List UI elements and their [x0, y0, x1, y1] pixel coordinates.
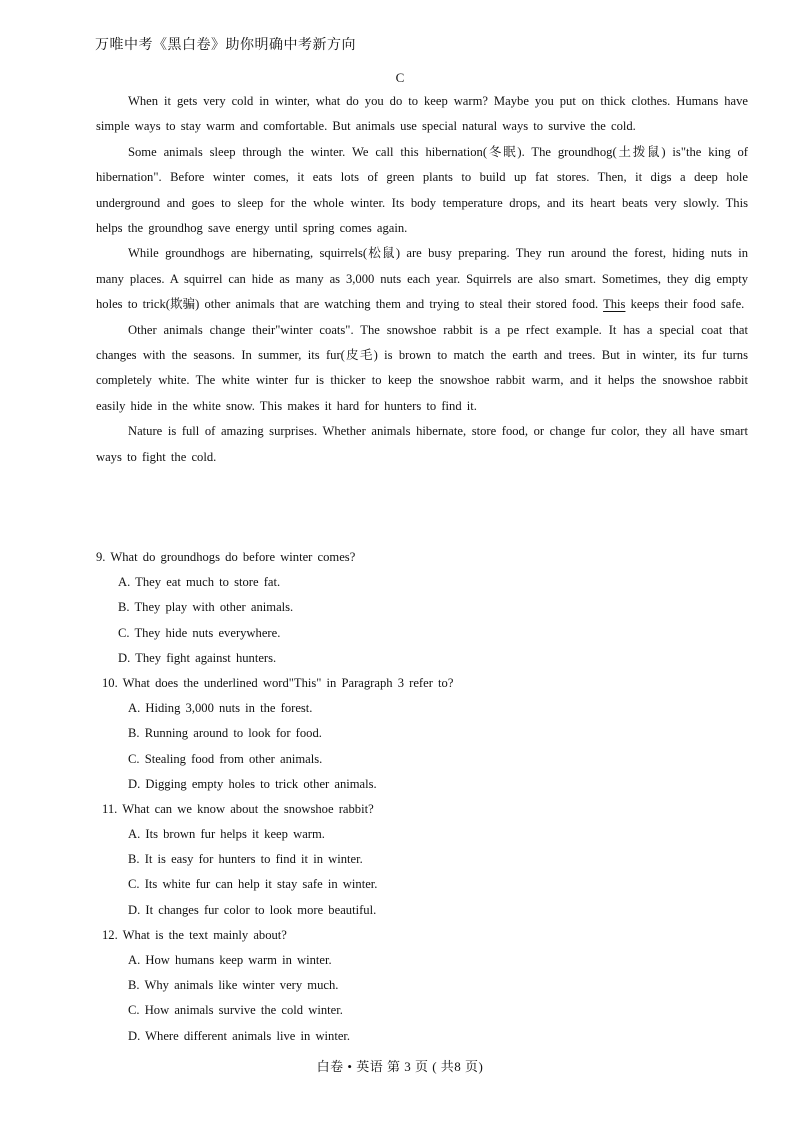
section-letter: C: [395, 70, 405, 85]
question-10-option-b: B. Running around to look for food.: [128, 726, 322, 741]
page-header: 万唯中考《黑白卷》助你明确中考新方向: [95, 38, 356, 53]
question-9-option-d: D. They fight against hunters.: [118, 650, 277, 665]
paragraph-3: [96, 241, 748, 317]
question-12-stem: 12. What is the text mainly about?: [102, 927, 287, 942]
question-10-option-d: D. Digging empty holes to trick other animals.: [128, 776, 377, 791]
reading-passage: [96, 89, 748, 470]
question-12-option-c: C. How animals survive the cold winter.: [128, 1003, 343, 1018]
underlined-word: This: [603, 297, 626, 312]
page-footer: 白卷 • 英语 第 3 页 ( 共8 页): [316, 1059, 484, 1074]
question-11-option-d: D. It changes fur color to look more beautiful.: [128, 902, 377, 917]
paragraph-3-text-after: keeps their food safe.: [630, 297, 745, 312]
question-12-option-d: D. Where different animals live in winter.: [128, 1028, 351, 1043]
question-12-option-a: A. How humans keep warm in winter.: [128, 953, 332, 967]
paragraph-1: When it gets very cold in winter, what do you do to keep warm? Maybe you put on thick clothes. Humans have simple ways to stay warm and comfortable. But animals use special natural ways to survive the cold.: [96, 94, 748, 134]
paragraph-5: Nature is full of amazing surprises. Whether animals hibernate, store food, or change fur color, they all have smart ways to fight the cold.: [96, 424, 748, 464]
question-10-option-c: C. Stealing food from other animals.: [128, 751, 323, 766]
question-9-stem: 9. What do groundhogs do before winter comes?: [96, 550, 356, 564]
question-list: [96, 545, 748, 1049]
question-11-option-c: C. Its white fur can help it stay safe in winter.: [128, 877, 378, 892]
question-11-stem: 11. What can we know about the snowshoe rabbit?: [102, 801, 374, 816]
paragraph-2: Some animals sleep through the winter. We call this hibernation(冬眠). The groundhog(土拨鼠) is"the king of hibernation". Before winter comes, it eats lots of green plants to build up fat stores. Then, it digs a deep hole underground and goes to sleep for the whole winter. Its body temperature drops, and its heart beats very slowly. This helps the groundhog save energy until spring comes again.: [96, 144, 748, 236]
question-12-option-b: B. Why animals like winter very much.: [128, 978, 339, 993]
paragraph-3-text-before: While groundhogs are hibernating, squirrels(松鼠) are busy preparing. They run around the forest, hiding nuts in many places. A squirrel can hide as many as 3,000 nuts each year. Squirrels are also smart. Sometimes, they dig empty holes to trick(欺骗) other animals that are watching them and trying to steal their stored food.: [96, 246, 748, 312]
question-9-option-a: A. They eat much to store fat.: [118, 575, 281, 590]
question-9-option-c: C. They hide nuts everywhere.: [118, 625, 281, 640]
question-11-option-b: B. It is easy for hunters to find it in winter.: [128, 852, 363, 867]
question-10-option-a: A. Hiding 3,000 nuts in the forest.: [128, 701, 313, 716]
question-9-option-b: B. They play with other animals.: [118, 600, 294, 615]
paragraph-4: Other animals change their"winter coats". The snowshoe rabbit is a pe rfect example. It has a special coat that changes with the seasons. In summer, its fur(皮毛) is brown to match the earth and trees. But in winter, its fur turns completely white. The white winter fur is thicker to keep the snowshoe rabbit warm, and it helps the snowshoe rabbit easily hide in the white snow. This makes it hard for hunters to find it.: [96, 322, 748, 413]
question-11-option-a: A. Its brown fur helps it keep warm.: [128, 827, 325, 842]
question-10-stem: 10. What does the underlined word"This" in Paragraph 3 refer to?: [102, 675, 454, 690]
